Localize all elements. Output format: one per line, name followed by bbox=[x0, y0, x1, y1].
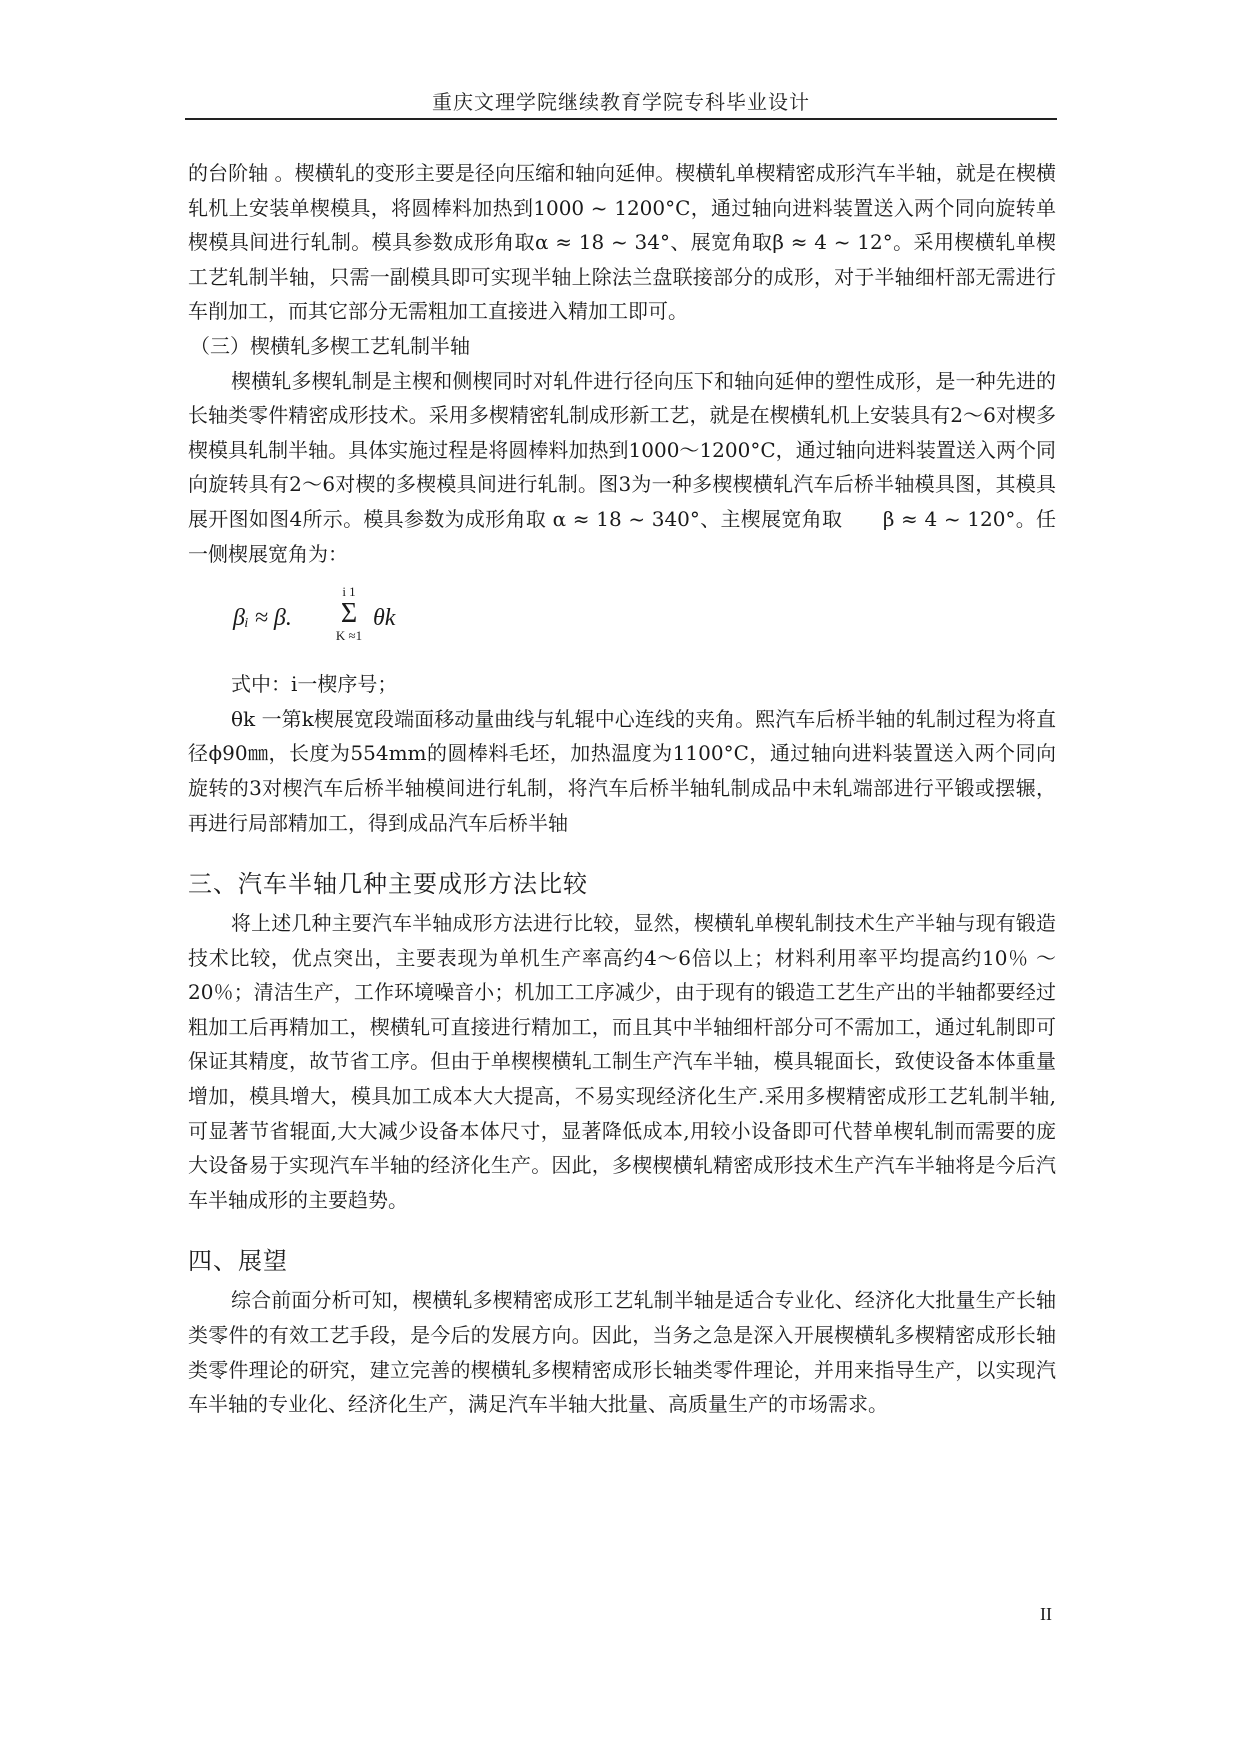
page-header-title: 重庆文理学院继续教育学院专科毕业设计 bbox=[432, 90, 810, 114]
header-divider bbox=[185, 118, 1057, 120]
formula-legend-i: 式中：i一楔序号； bbox=[231, 672, 398, 697]
sigma-icon: Σ bbox=[340, 598, 358, 630]
document-body bbox=[188, 156, 1056, 1422]
subsection-heading-multi-wedge: （三）楔横轧多楔工艺轧制半轴 bbox=[190, 333, 470, 358]
side-wedge-formula bbox=[233, 583, 1056, 653]
summation-symbol bbox=[329, 585, 369, 643]
section-heading-outlook: 四、展望 bbox=[188, 1247, 288, 1276]
page-number: II bbox=[1040, 1604, 1052, 1624]
paragraph-single-wedge: 的台阶轴 。楔横轧的变形主要是径向压缩和轴向延伸。楔横轧单楔精密成形汽车半轴，就是在楔横轧机上安装单楔模具，将圆棒料加热到1000 ~ 1200°C，通过轴向进料装置送入两个同向旋转单楔模具间进行轧制。模具参数成形角取α ≈ 18 ~ 34°、展宽角取β ≈ 4 ~ 12°。采用楔横轧单楔工艺轧制半轴，只需一副模具即可实现半轴上除法兰盘联接部分的成形，对于半轴细杆部无需进行车削加工，而其它部分无需粗加工直接进入精加工即可。 bbox=[188, 161, 1056, 324]
formula-legend-theta: θk 一第k楔展宽段端面移动量曲线与轧辊中心连线的夹角。熙汽车后桥半轴的轧制过程为将直径ϕ90㎜，长度为554mm的圆棒料毛坯，加热温度为1100°C，通过轴向进料装置送入两个同向旋转的3对楔汽车后桥半轴模间进行轧制，将汽车后桥半轴轧制成品中未轧端部进行平锻或摆辗，再进行局部精加工，得到成品汽车后桥半轴 bbox=[188, 706, 1056, 835]
paragraph-comparison: 将上述几种主要汽车半轴成形方法进行比较，显然，楔横轧单楔轧制技术生产半轴与现有锻造技术比较，优点突出，主要表现为单机生产率高约4～6倍以上；材料利用率平均提高约10％ ～20％；清洁生产，工作环境噪音小；机加工工序减少，由于现有的锻造工艺生产出的半轴都要经过粗加工后再精加工，楔横轧可直接进行精加工，而且其中半轴细杆部分可不需加工，通过轧制即可保证其精度，故节省工序。但由于单楔楔横轧工制生产汽车半轴，模具辊面长，致使设备本体重量增加，模具增大，模具加工成本大大提高，不易实现经济化生产.采用多楔精密成形工艺轧制半轴,可显著节省辊面,大大减少设备本体尺寸，显著降低成本,用较小设备即可代替单楔轧制而需要的庞大设备易于实现汽车半轴的经济化生产。因此，多楔楔横轧精密成形技术生产汽车半轴将是今后汽车半轴成形的主要趋势。 bbox=[188, 911, 1056, 1212]
paragraph-outlook: 综合前面分析可知，楔横轧多楔精密成形工艺轧制半轴是适合专业化、经济化大批量生产长轴类零件的有效工艺手段，是今后的发展方向。因此，当务之急是深入开展楔横轧多楔精密成形长轴类零件理论的研究，建立完善的楔横轧多楔精密成形长轴类零件理论，并用来指导生产，以实现汽车半轴的专业化、经济化生产，满足汽车半轴大批量、高质量生产的市场需求。 bbox=[188, 1288, 1056, 1417]
summation-upper: i 1 bbox=[342, 584, 356, 600]
summation-lower: K ≈1 bbox=[335, 628, 363, 644]
formula-right: θk bbox=[373, 605, 396, 632]
section-heading-comparison: 三、汽车半轴几种主要成形方法比较 bbox=[188, 870, 588, 899]
paragraph-multi-wedge: 楔横轧多楔轧制是主楔和侧楔同时对轧件进行径向压下和轴向延伸的塑性成形，是一种先进的长轴类零件精密成形技术。采用多楔精密轧制成形新工艺，就是在楔横轧机上安装具有2～6对楔多楔模具轧制半轴。具体实施过程是将圆棒料加热到1000～1200°C，通过轴向进料装置送入两个同向旋转具有2～6对楔的多楔模具间进行轧制。图3为一种多楔楔横轧汽车后桥半轴模具图，其模具展开图如图4所示。模具参数为成形角取 α ≈ 18 ~ 340°、主楔展宽角取 β ≈ 4 ~ 120°。任一侧楔展宽角为： bbox=[188, 368, 1056, 566]
formula-left: βᵢ ≈ β. bbox=[233, 605, 292, 632]
